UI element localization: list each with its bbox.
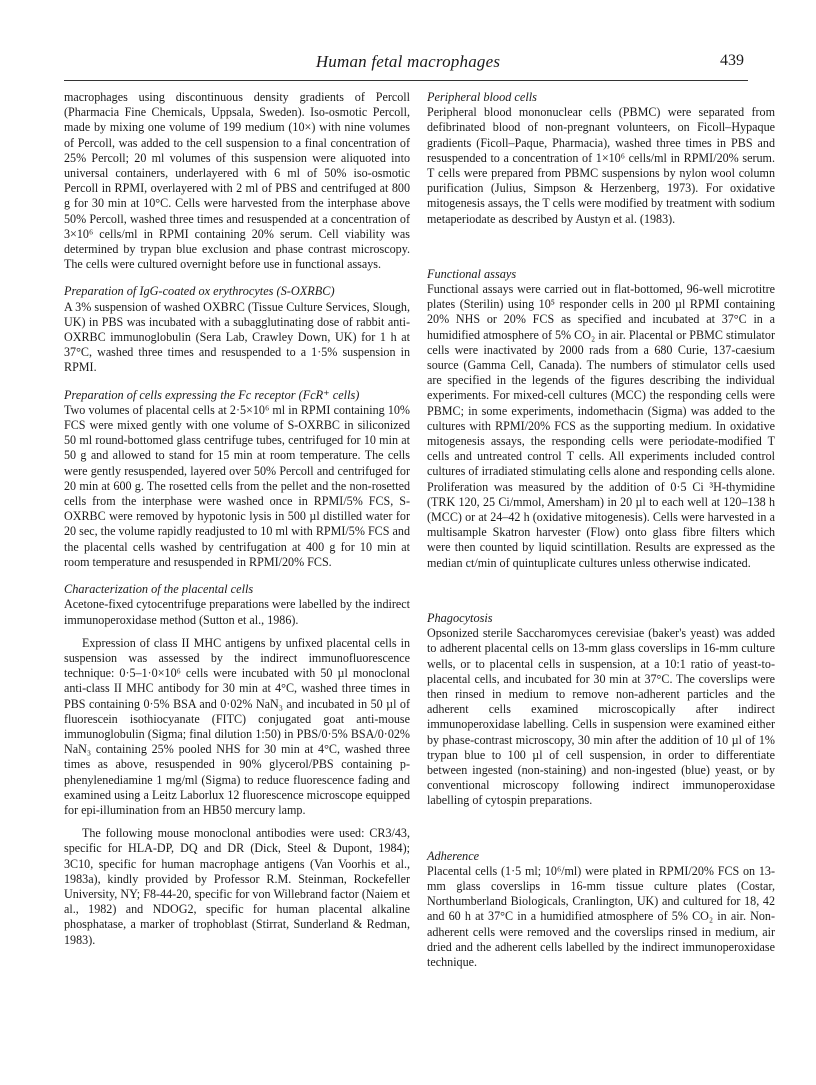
paragraph: Acetone-fixed cytocentrifuge preparations were labelled by the indirect immunoperoxidase method (Sutton et al., 1986).: [64, 597, 410, 627]
section-heading-phagocytosis: Phagocytosis: [427, 610, 493, 625]
paragraph: A 3% suspension of washed OXBRC (Tissue Culture Services, Slough, UK) in PBS was incubated with a subagglutinating dose of rabbit anti-OXRBC immunoglobulin (Sera Lab, Crawley Down, UK) for 1 h at 37°C, washed three times and resuspended to a 1·5% suspension in RPMI.: [64, 299, 410, 375]
paragraph: Peripheral blood mononuclear cells (PBMC) were separated from defibrinated blood of non-pregnant volunteers, on Ficoll–Hypaque gradients (Ficoll–Paque, Pharmacia), washed three times in PBS and resuspended to a concentration of 1×10⁶ cells/ml in RPMI/20% serum. T cells were prepared from PBMC suspensions by nylon wool column purification (Julius, Simpson & Herzenberg, 1973). For oxidative mitogenesis assays, the T cells were modified by treatment with sodium metaperiodate as described by Austyn et al. (1983).: [427, 105, 775, 226]
section-heading-functional-assays: Functional assays: [427, 266, 517, 281]
paragraph: The following mouse monoclonal antibodies were used: CR3/43, specific for HLA-DP, DQ and DR (Dick, Steel & Dupont, 1984); 3C10, specific for human macrophage antigens (Van Voorhis et al., 1983a), kindly provided by Professor R.M. Steinman, Rockefeller University, NY; F8-44-20, specific for von Willebrand factor (Naiem et al., 1982) and NDOG2, specific for human placental alkaline phosphatase, a marker of trophoblast (Stirrat, Sunderland & Redman, 1983).: [64, 826, 410, 947]
paragraph: Placental cells (1·5 ml; 10⁶/ml) were plated in RPMI/20% FCS on 13-mm glass coverslips in 16-mm tissue culture plates (Costar, Northumberland Biologicals, Cranlington, UK) and cultured for 18, 42 and 60 h at 37°C in a humidified atmosphere of 5% CO₂ in air. Non-adherent cells were removed and the coverslips rinsed in medium, air dried and the adherent cells labelled by the indirect immunoperoxidase technique.: [427, 863, 775, 969]
section-heading-adherence: Adherence: [427, 848, 480, 863]
section-heading-characterization: Characterization of the placental cells: [64, 582, 254, 597]
paragraph: Functional assays were carried out in flat-bottomed, 96-well microtitre plates (Sterilin) using 10⁵ responder cells in 200 µl RPMI containing 20% NHS or 20% FCS as specified and incubated at 37°C in a humidified atmosphere of 5% CO₂ in air. Placental or PBMC stimulator cells were inactivated by 2000 rads from a 680 Curie, 137-caesium source (Gamma Cell, Canada). The numbers of stimulator cells used are specified in the legends of the figures describing the individual experiments. For mixed-cell cultures (MCC) the responding cells were PBMC; in some experiments, indomethacin (Sigma) was added to the cultures with RPMI/20% FCS as the supporting medium. In oxidative mitogenesis assays, the responding cells were periodate-modified T cells and untreated control T cells. All experiments included control cultures of irradiated stimulating cells alone and responding cells alone. Proliferation was measured by the addition of 0·5 Ci ³H-thymidine (TRK 120, 25 Ci/mmol, Amersham) in 20 µl to each well at 120–138 h (MCC) or at 24–42 h (oxidative mitogenesis). Cells were harvested in a multisample Skatron harvester (Flow) onto glass fibre filters which were then counted by liquid scintillation. Results are expressed as the median ct/min of quintuplicate cultures unless otherwise indicated.: [427, 282, 775, 570]
left-column: [64, 90, 410, 948]
right-column: [427, 90, 775, 970]
header-rule: [64, 80, 748, 81]
section-heading-s-oxrbc: Preparation of IgG-coated ox erythrocytes (S-OXRBC): [64, 284, 335, 299]
running-title: Human fetal macrophages: [315, 52, 501, 71]
section-heading-fcr-cells: Preparation of cells expressing the Fc receptor (FcR⁺ cells): [64, 387, 360, 402]
paragraph: Two volumes of placental cells at 2·5×10⁶ ml in RPMI containing 10% FCS were mixed gently with one volume of S-OXRBC in siliconized 50 ml round-bottomed glass centrifuge tubes, centrifuged for 10 min at 50 g and allowed to stand for 15 min at room temperature. The cells were gently resuspended, layered over 50% Percoll and centrifuged for 20 min at 600 g. The rosetted cells from the pellet and the non-rosetted cells from the interphase were washed once in RPMI/5% FCS, S-OXRBC were removed by hypotonic lysis in 500 µl distilled water for 20 sec, the volume rapidly readjusted to 10 ml with RPMI/5% FCS and the placental cells washed by centrifugation at 400 g for 10 min at room temperature and resuspended in RPMI/20% FCS.: [64, 402, 410, 569]
section-heading-peripheral-blood: Peripheral blood cells: [427, 90, 537, 104]
page-number: 439: [720, 52, 744, 69]
page-header: [0, 52, 816, 82]
paragraph: Opsonized sterile Saccharomyces cerevisiae (baker's yeast) was added to adherent placental cells on 13-mm glass coverslips in 16-mm culture wells, or to placental cells in suspension, at a 10:1 ratio of yeast-to-placental cells, and incubated for 30 min at 37°C. The coverslips were then rinsed in medium to remove non-adherent particles and the adherent cells examined microscopically after indirect immunoperoxidase labelling. Cells in suspension were examined either by phase-contrast microscopy, 30 min after the addition of 10 µl of 1% trypan blue to 100 µl of cell suspension, in order to differentiate between ingested (non-staining) and non-ingested (blue) yeast, or by conventional microscopy following indirect immunoperoxidase labelling of cytospin preparations.: [427, 626, 775, 808]
paragraph: Expression of class II MHC antigens by unfixed placental cells in suspension was assessed by the indirect immunofluorescence technique: 0·5–1·0×10⁶ cells were incubated with 50 µl monoclonal anti-class II MHC antibody for 30 min at 4°C, washed three times in PBS containing 0·5% BSA and 0·02% NaN₃ and incubated in 50 µl of fluorescein isothiocyanate (FITC) conjugated goat anti-mouse immunoglobulin (Sigma; final dilution 1:50) in PBS/0·5% BSA/0·02% NaN₃ containing 25% pooled NHS for 30 min at 4°C, washed three times as above, resuspended in 90% glycerol/PBS containing p-phenylenediamine 1 mg/ml (Sigma) to reduce fluorescence fading and examined using a Leitz Laborlux 12 fluorescence microscope equipped for epi-illumination from an HB50 mercury lamp.: [64, 635, 410, 817]
intro-paragraph: macrophages using discontinuous density gradients of Percoll (Pharmacia Fine Chemicals, Uppsala, Sweden). Iso-osmotic Percoll, made by mixing one volume of 199 medium (10×) with nine volumes of Percoll, was added to the cell suspension to a final concentration of 25% Percoll; 20 ml volumes of this suspension were aliquoted into universal containers, underlayered with 6 ml of 50% iso-osmotic Percoll in RPMI, overlayered with 2 ml of PBS and centrifuged at 800 g for 30 min at 10°C. Cells were harvested from the interphase above 50% Percoll, washed three times and resuspended at a concentration of 3×10⁶ cells/ml in RPMI containing 20% serum. Cell viability was determined by trypan blue exclusion and phase contrast microscopy. The cells were cultured overnight before use in functional assays.: [64, 90, 410, 272]
